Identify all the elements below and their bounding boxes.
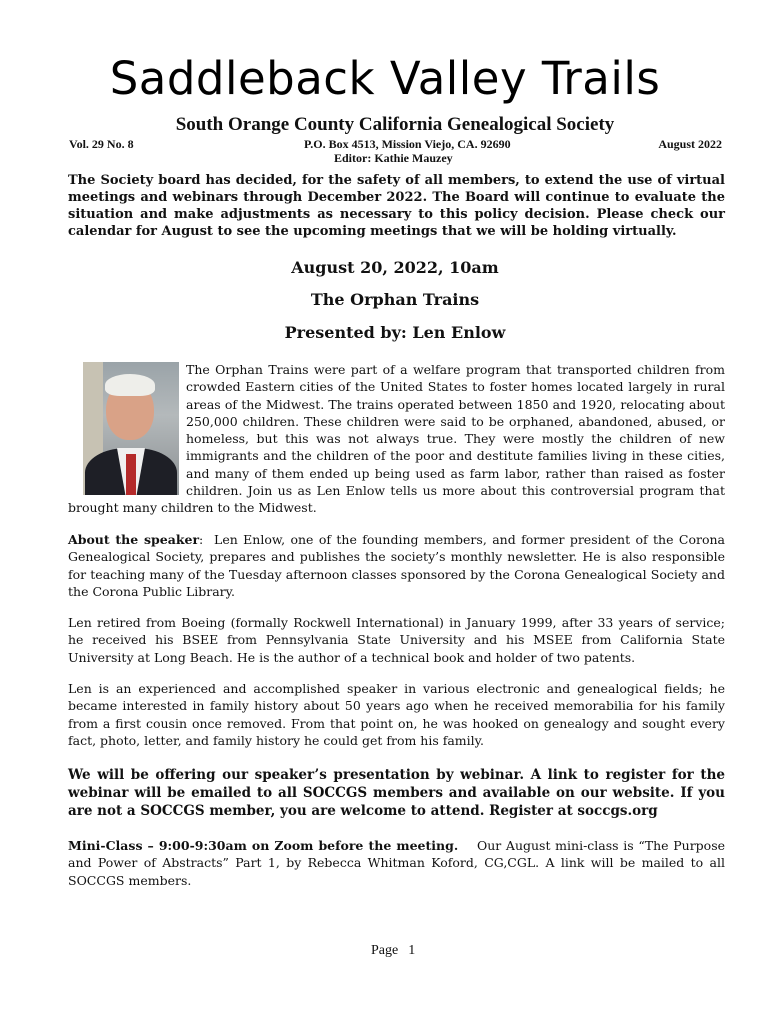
issue-date: August 2022: [658, 137, 722, 151]
talk-description: The Orphan Trains were part of a welfare program that transported children from crowded Eastern cities of the United States to foster homes located largely in rural areas of the Midwest. The trains operated between 1850 and 1920, relocating about 250,000 children. These children were said to be orphaned, abandoned, abused, or homeless, but this was not always true. They were mostly the children of new immigrants and the children of the poor and destitute families living in these cities, and many of them ended up being used as farm labor, rather than raised as foster children. Join us as Len Enlow tells us more about this controversial program that brought many children to the Midwest.: [68, 362, 725, 516]
event-title: The Orphan Trains: [310, 290, 480, 309]
volume-number: Vol. 29 No. 8: [69, 137, 134, 151]
about-speaker: About the speaker: Len Enlow, one of the founding members, and former president of the Corona Genealogical Society, prepares and publishes the society’s monthly newsletter. He is also responsible for teaching many of the Tuesday afternoon classes sponsored by the Corona Genealogical Society and the Corona Public Library.: [68, 532, 725, 599]
speaker-interest: Len is an experienced and accomplished speaker in various electronic and genealogical fields; he became interested in family history about 50 years ago when he received memorabilia for his family from a first cousin once removed. From that point on, he was hooked on genealogy and sought every fact, photo, letter, and family history he could get from his family.: [68, 681, 725, 748]
mini-class: Mini-Class – 9:00-9:30am on Zoom before the meeting. Our August mini-class is “The Purpose and Power of Abstracts” Part 1, by Rebecca Whitman Koford, CG,CGL. A link will be mailed to all SOCCGS members.: [68, 838, 726, 888]
newsletter-title: Saddleback Valley Trails: [109, 52, 661, 105]
board-notice: The Society board has decided, for the safety of all members, to extend the use of virtual meetings and webinars through December 2022. The Board will continue to evaluate the situation and make adjustments as necessary to this policy decision. Please check our calendar for August to see the upcoming meetings that we will be holding virtually.: [68, 173, 725, 239]
mini-class-label: Mini-Class – 9:00-9:30am on Zoom before the meeting.: [68, 838, 459, 853]
speaker-career: Len retired from Boeing (formally Rockwell International) in January 1999, after 33 years of service; he received his BSEE from Pennsylvania State University and his MSEE from California State University at Long Beach. He is the author of a technical book and holder of two patents.: [68, 615, 725, 665]
webinar-announcement: We will be offering our speaker’s presentation by webinar. A link to register for the webinar will be emailed to all SOCCGS members and available on our website. If you are not a SOCCGS member, you are welcome to attend. Register at soccgs.org: [68, 767, 725, 819]
editor-line: Editor: Kathie Mauzey: [334, 151, 453, 165]
event-date: August 20, 2022, 10am: [291, 258, 499, 277]
event-presenter: Presented by: Len Enlow: [284, 323, 506, 342]
mailing-address: P.O. Box 4513, Mission Viejo, CA. 92690: [304, 137, 511, 151]
page-number: 1: [408, 943, 416, 958]
about-label: About the speaker: [68, 532, 200, 547]
society-name: South Orange County California Genealogical Society: [175, 114, 615, 135]
page-footer: Page 1: [371, 943, 416, 958]
